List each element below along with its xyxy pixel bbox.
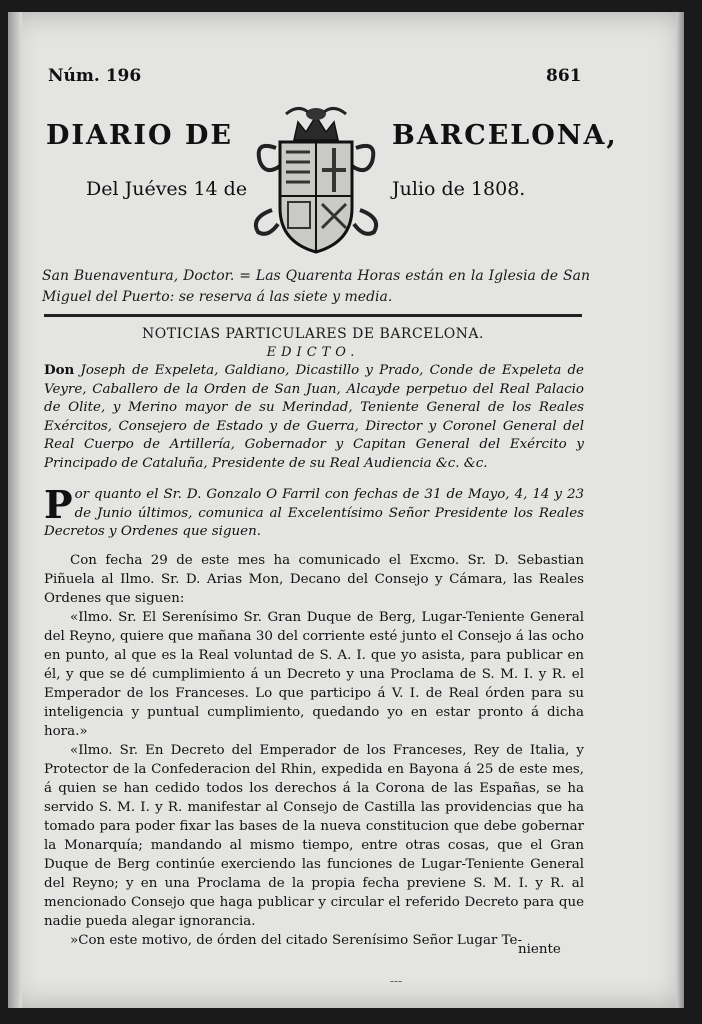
page-edge-shadow [676,12,684,1008]
edict-intro [44,361,584,474]
section-divider [44,314,582,317]
body-paragraph: Con fecha 29 de este mes ha comunicado el Excmo. Sr. D. Sebastian Piñuela al Ilmo. Sr. D. Arias Mon, Decano del Consejo y Cámara, las Reales Ordenes que siguen: [44,553,584,606]
saint-of-day-notice: San Buenaventura, Doctor. = Las Quarenta Horas están en la Iglesia de San Miguel del Puerto: se reserva á las siete y media. [42,268,590,305]
article-body [44,551,584,950]
body-paragraph: «Ilmo. Sr. En Decreto del Emperador de los Franceses, Rey de Italia, y Protector de la Confederacion del Rhin, expedida en Bayona á 25 de este mes, á quien se han cedido todos los derechos á la Corona de las Españas, se ha servido S. M. I. y R. manifestar al Consejo de Castilla las providencias que ha tomado para poder fixar las bases de la nueva constitucion que debe gobernar la Monarquía; mandando al mismo tiempo, entre otras cosas, que el Gran Duque de Berg continúe exerciendo las funciones de Lugar-Teniente General del Reyno; y en una Proclama de la propia fecha previene S. M. I. y R. al mencionado Consejo que haga publicar y circular el referido Decreto para que nadie pueda alegar ignorancia. [44,743,584,929]
drop-cap: P [44,482,73,527]
page-number: 861 [546,66,582,86]
masthead-title-right: BARCELONA, [392,120,618,151]
masthead-date-right: Julio de 1808. [392,178,526,200]
page-spine-shadow [8,12,22,1008]
body-paragraph: »Con este motivo, de órden del citado Serenísimo Señor Lugar Te- [70,933,522,948]
footer-mark: --- [390,974,403,988]
section-heading: NOTICIAS PARTICULARES DE BARCELONA. [142,326,484,342]
edict-intro-text: Joseph de Expeleta, Galdiano, Dicastillo y Prado, Conde de Expeleta de Veyre, Caballero de la Orden de San Juan, Alcayde perpetuo del Real Palacio de Olite, y Merino mayor de su Merindad, Teniente General de los Reales Exércitos, Consejero de Estado y de Guerra, Director y Coronel General del Real Cuerpo de Artillería, Gobernador y Capitan General del Exército y Principado de Cataluña, Presidente de su Real Audiencia &c. &c. [44,363,584,471]
masthead-title-left: DIARIO DE [46,120,233,151]
catchword: niente [518,942,561,957]
first-paragraph [44,482,584,542]
masthead-date-left: Del Juéves 14 de [86,178,248,200]
edict-subheading: EDICTO. [266,345,360,360]
newspaper-page [8,12,684,1008]
body-paragraph: «Ilmo. Sr. El Serenísimo Sr. Gran Duque de Berg, Lugar-Teniente General del Reyno, quiere que mañana 30 del corriente esté junto el Consejo á las ocho en punto, al que es la Real voluntad de S. A. I. que yo asista, para publicar en él, y que se dé cumplimiento á un Decreto y una Proclama de S. M. I. y R. el Emperador de los Franceses. Lo que participo á V. I. de Real órden para su inteligencia y puntual cumplimiento, quedando yo en estar pronto á dicha hora.» [44,610,584,739]
first-paragraph-text: or quanto el Sr. D. Gonzalo O Farril con fechas de 31 de Mayo, 4, 14 y 23 de Junio últimos, comunica al Excelentísimo Señor Presidente los Reales Decretos y Ordenes que siguen. [44,487,584,540]
edict-intro-lead: Don [44,362,75,378]
issue-number: Núm. 196 [48,66,142,86]
coat-of-arms-icon [246,100,386,260]
